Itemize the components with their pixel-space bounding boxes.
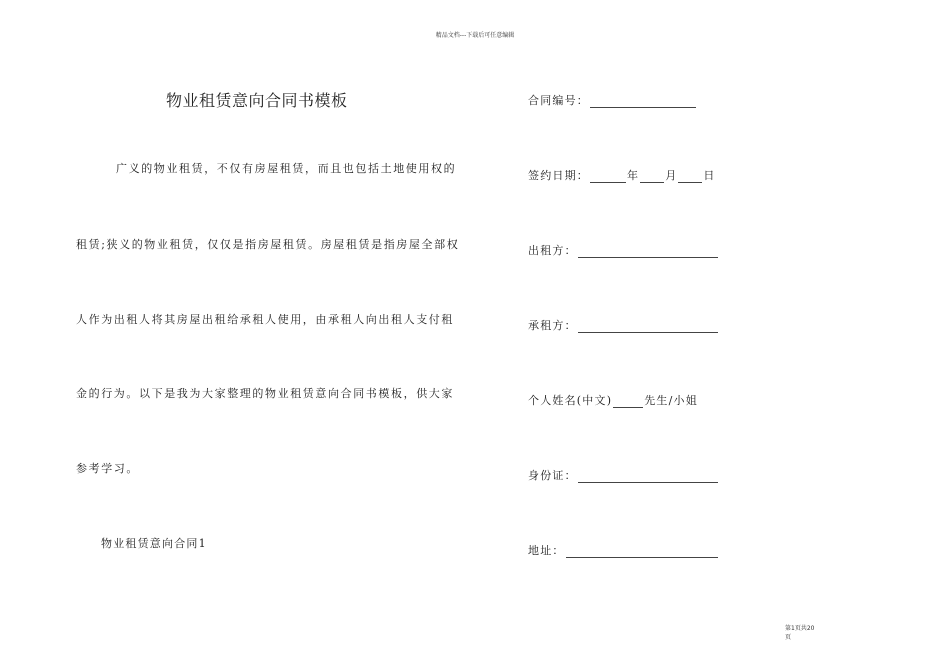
lessee-label: 承租方： <box>528 319 577 332</box>
id-card-field <box>528 467 719 483</box>
id-card-blank[interactable] <box>578 472 718 483</box>
id-card-label: 身份证： <box>528 469 577 482</box>
paragraph-line: 金的行为。以下是我为大家整理的物业租赁意向合同书模板，供大家 <box>76 387 454 400</box>
personal-name-label: 个人姓名(中文) <box>528 394 613 407</box>
month-blank[interactable] <box>640 172 664 183</box>
day-blank[interactable] <box>678 172 702 183</box>
lessor-field <box>528 242 719 258</box>
month-label: 月 <box>665 169 678 182</box>
personal-name-suffix: 先生/小姐 <box>644 394 698 407</box>
lessor-blank[interactable] <box>578 247 718 258</box>
year-blank[interactable] <box>590 172 626 183</box>
lessor-label: 出租方： <box>528 244 577 257</box>
section-subheading: 物业租赁意向合同1 <box>101 537 207 550</box>
address-blank[interactable] <box>566 547 718 558</box>
paragraph-line: 广义的物业租赁，不仅有房屋租赁，而且也包括土地使用权的 <box>116 162 457 175</box>
paragraph-line: 租赁;狭义的物业租赁，仅仅是指房屋租赁。房屋租赁是指房屋全部权 <box>76 238 460 251</box>
paragraph-line: 人作为出租人将其房屋出租给承租人使用，由承租人向出租人支付租 <box>76 313 454 326</box>
page-number <box>785 624 825 642</box>
contract-number-field <box>528 92 697 108</box>
sign-date-field <box>528 167 716 183</box>
personal-name-field <box>528 392 698 408</box>
year-label: 年 <box>627 169 640 182</box>
page-number-line1: 第1页共20 <box>785 625 815 632</box>
paragraph-line: 参考学习。 <box>76 462 139 475</box>
lessee-blank[interactable] <box>578 322 718 333</box>
sign-date-label: 签约日期： <box>528 169 589 182</box>
address-label: 地址： <box>528 544 565 557</box>
lessee-field <box>528 317 719 333</box>
page-number-line2: 页 <box>785 634 792 641</box>
address-field <box>528 542 719 558</box>
contract-number-blank[interactable] <box>590 97 696 108</box>
personal-name-blank[interactable] <box>613 397 643 408</box>
day-label: 日 <box>703 169 716 182</box>
contract-number-label: 合同编号： <box>528 94 589 107</box>
page-title: 物业租赁意向合同书模板 <box>166 91 348 110</box>
header-note: 精品文档---下载后可任意编辑 <box>435 32 515 39</box>
